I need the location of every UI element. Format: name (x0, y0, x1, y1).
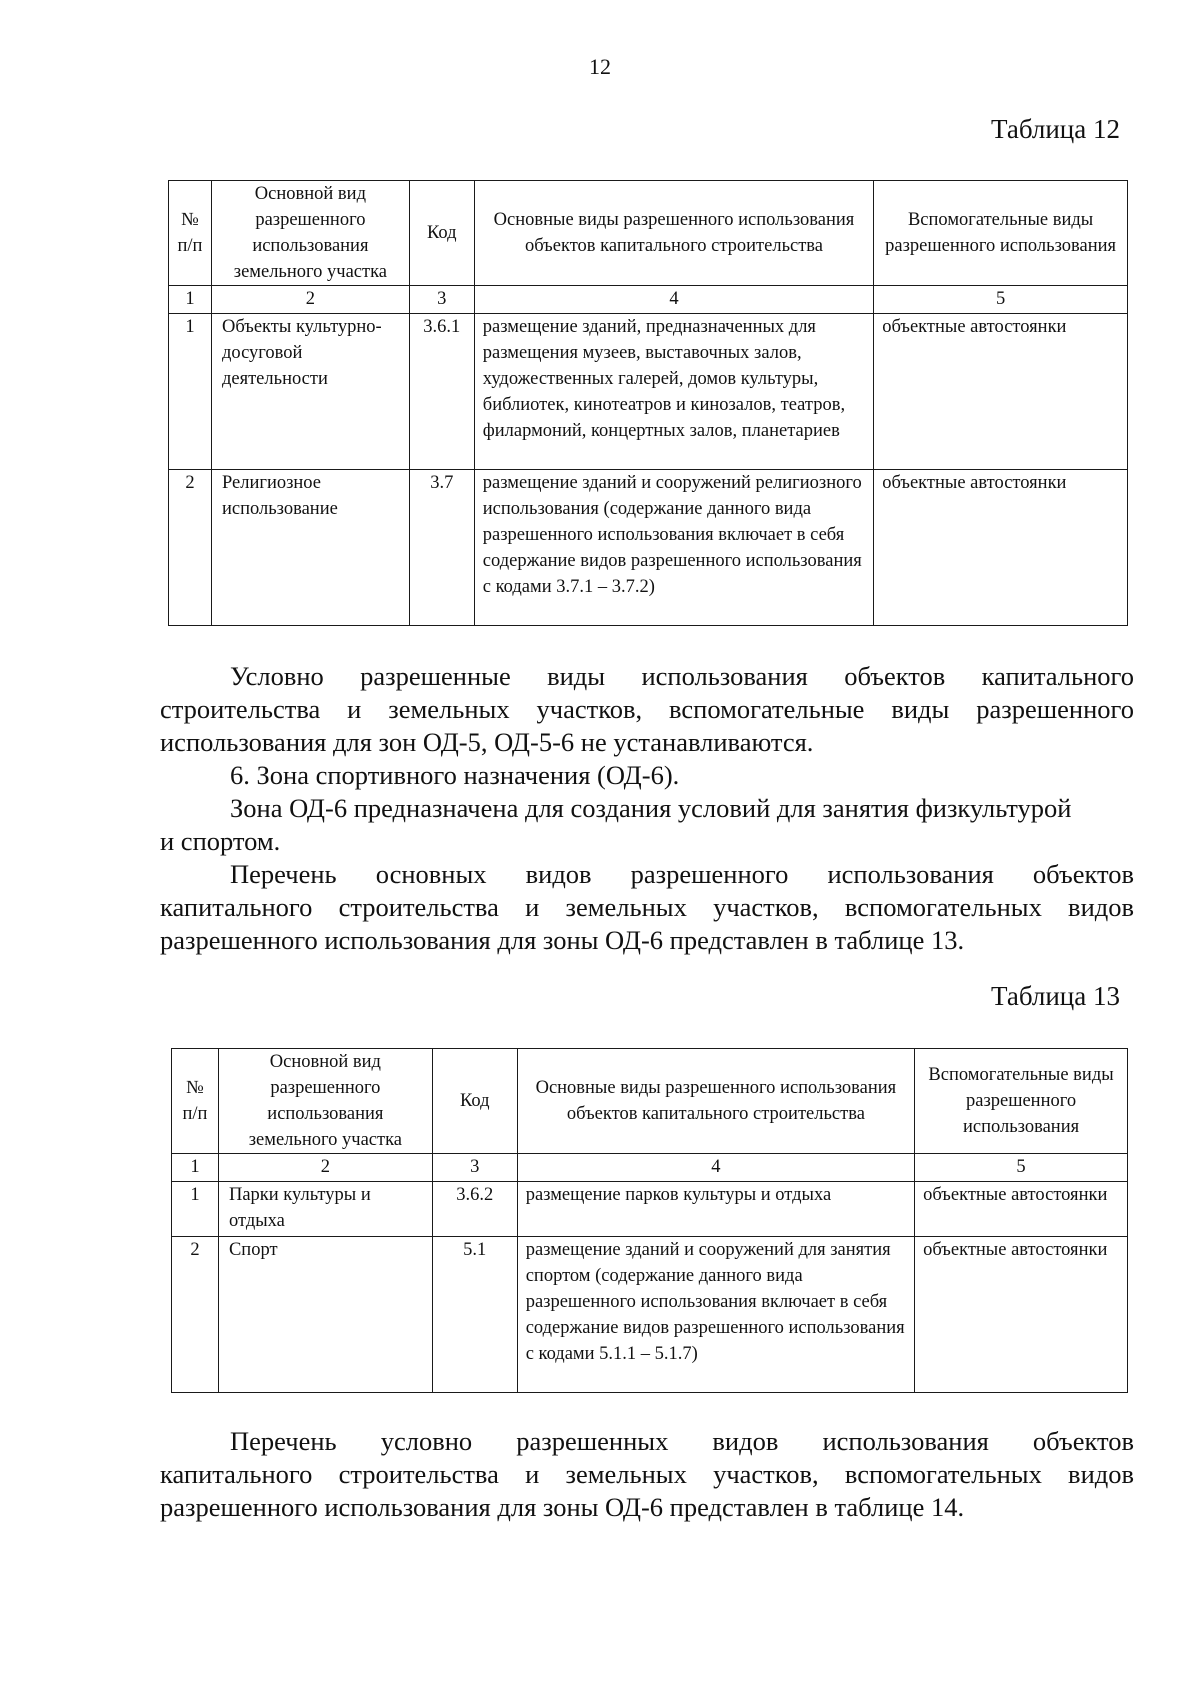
paragraph-conditional-uses (160, 660, 1134, 759)
column-number: 4 (474, 286, 873, 314)
paragraph-table14-ref (160, 1425, 1134, 1524)
paragraph-line: Зона ОД-6 предназначена для создания условий для занятия физкультурой (230, 793, 1072, 823)
row-code: 3.7 (409, 470, 474, 626)
paragraph-line: капитального строительства и земельных участков, вспомогательных видов (160, 892, 1134, 922)
column-number: 2 (218, 1154, 432, 1182)
row-main-uses: размещение парков культуры и отдыха (517, 1182, 914, 1237)
row-num: 2 (169, 470, 212, 626)
table-header-row (172, 1049, 1128, 1154)
header-aux-uses: Вспомогательные виды разрешенного использования (874, 181, 1128, 286)
page-number: 12 (589, 54, 611, 79)
table-row (172, 1182, 1128, 1237)
header-land-use: Основной вид разрешенного использования земельного участка (218, 1049, 432, 1154)
row-aux-uses: объектные автостоянки (915, 1237, 1128, 1393)
column-number: 4 (517, 1154, 914, 1182)
column-number: 3 (409, 286, 474, 314)
column-number: 5 (915, 1154, 1128, 1182)
paragraph-line: Условно разрешенные виды использования объектов капитального (230, 661, 1134, 691)
paragraph-line: строительства и земельных участков, вспомогательные виды разрешенного (160, 694, 1134, 724)
paragraph-zone-purpose (160, 792, 1134, 858)
paragraph-line: разрешенного использования для зоны ОД-6 представлен в таблице 13. (160, 925, 965, 955)
header-land-use: Основной вид разрешенного использования земельного участка (211, 181, 409, 286)
paragraph-line: капитального строительства и земельных участков, вспомогательных видов (160, 1459, 1134, 1489)
row-aux-uses: объектные автостоянки (874, 470, 1128, 626)
paragraph-line: Перечень основных видов разрешенного использования объектов (230, 859, 1134, 889)
row-num: 1 (172, 1182, 219, 1237)
row-land-use: Парки культуры и отдыха (218, 1182, 432, 1237)
row-code: 3.6.1 (409, 314, 474, 470)
paragraph-table13-ref (160, 858, 1134, 957)
row-code: 5.1 (432, 1237, 517, 1393)
row-main-uses: размещение зданий и сооружений для занятия спортом (содержание данного вида разрешенного использования включает в себя содержание видов разрешенного использования с кодами 5.1.1 – 5.1.7) (517, 1237, 914, 1393)
row-land-use: Объекты культурно-досуговой деятельности (211, 314, 409, 470)
column-number: 3 (432, 1154, 517, 1182)
row-main-uses: размещение зданий, предназначенных для размещения музеев, выставочных залов, художественных галерей, домов культуры, библиотек, кинотеатров и кинозалов, театров, филармоний, концертных залов, планетариев (474, 314, 873, 470)
row-code: 3.6.2 (432, 1182, 517, 1237)
row-num: 1 (169, 314, 212, 470)
column-number: 1 (172, 1154, 219, 1182)
header-aux-uses: Вспомогательные виды разрешенного использования (915, 1049, 1128, 1154)
column-number: 2 (211, 286, 409, 314)
header-main-uses: Основные виды разрешенного использования объектов капитального строительства (517, 1049, 914, 1154)
table-12 (168, 180, 1128, 626)
header-code: Код (432, 1049, 517, 1154)
column-number-row (169, 286, 1128, 314)
column-number-row (172, 1154, 1128, 1182)
table-13 (171, 1048, 1128, 1393)
row-land-use: Спорт (218, 1237, 432, 1393)
paragraph-line: и спортом. (160, 826, 281, 856)
paragraph-line: разрешенного использования для зоны ОД-6 представлен в таблице 14. (160, 1492, 965, 1522)
header-main-uses: Основные виды разрешенного использования объектов капитального строительства (474, 181, 873, 286)
table-12-caption: Таблица 12 (991, 114, 1120, 144)
paragraph-line: 6. Зона спортивного назначения (ОД-6). (230, 760, 680, 790)
table-13-caption: Таблица 13 (991, 981, 1120, 1011)
row-aux-uses: объектные автостоянки (915, 1182, 1128, 1237)
table-row (169, 314, 1128, 470)
row-aux-uses: объектные автостоянки (874, 314, 1128, 470)
paragraph-zone-title (160, 759, 1134, 792)
table-row (169, 470, 1128, 626)
row-main-uses: размещение зданий и сооружений религиозного использования (содержание данного вида разрешенного использования включает в себя содержание видов разрешенного использования с кодами 3.7.1 – 3.7.2) (474, 470, 873, 626)
row-land-use: Религиозное использование (211, 470, 409, 626)
paragraph-line: использования для зон ОД-5, ОД-5-6 не устанавливаются. (160, 727, 814, 757)
row-num: 2 (172, 1237, 219, 1393)
header-code: Код (409, 181, 474, 286)
header-num: № п/п (172, 1049, 219, 1154)
table-header-row (169, 181, 1128, 286)
column-number: 1 (169, 286, 212, 314)
table-row (172, 1237, 1128, 1393)
paragraph-line: Перечень условно разрешенных видов использования объектов (230, 1426, 1134, 1456)
column-number: 5 (874, 286, 1128, 314)
header-num: № п/п (169, 181, 212, 286)
